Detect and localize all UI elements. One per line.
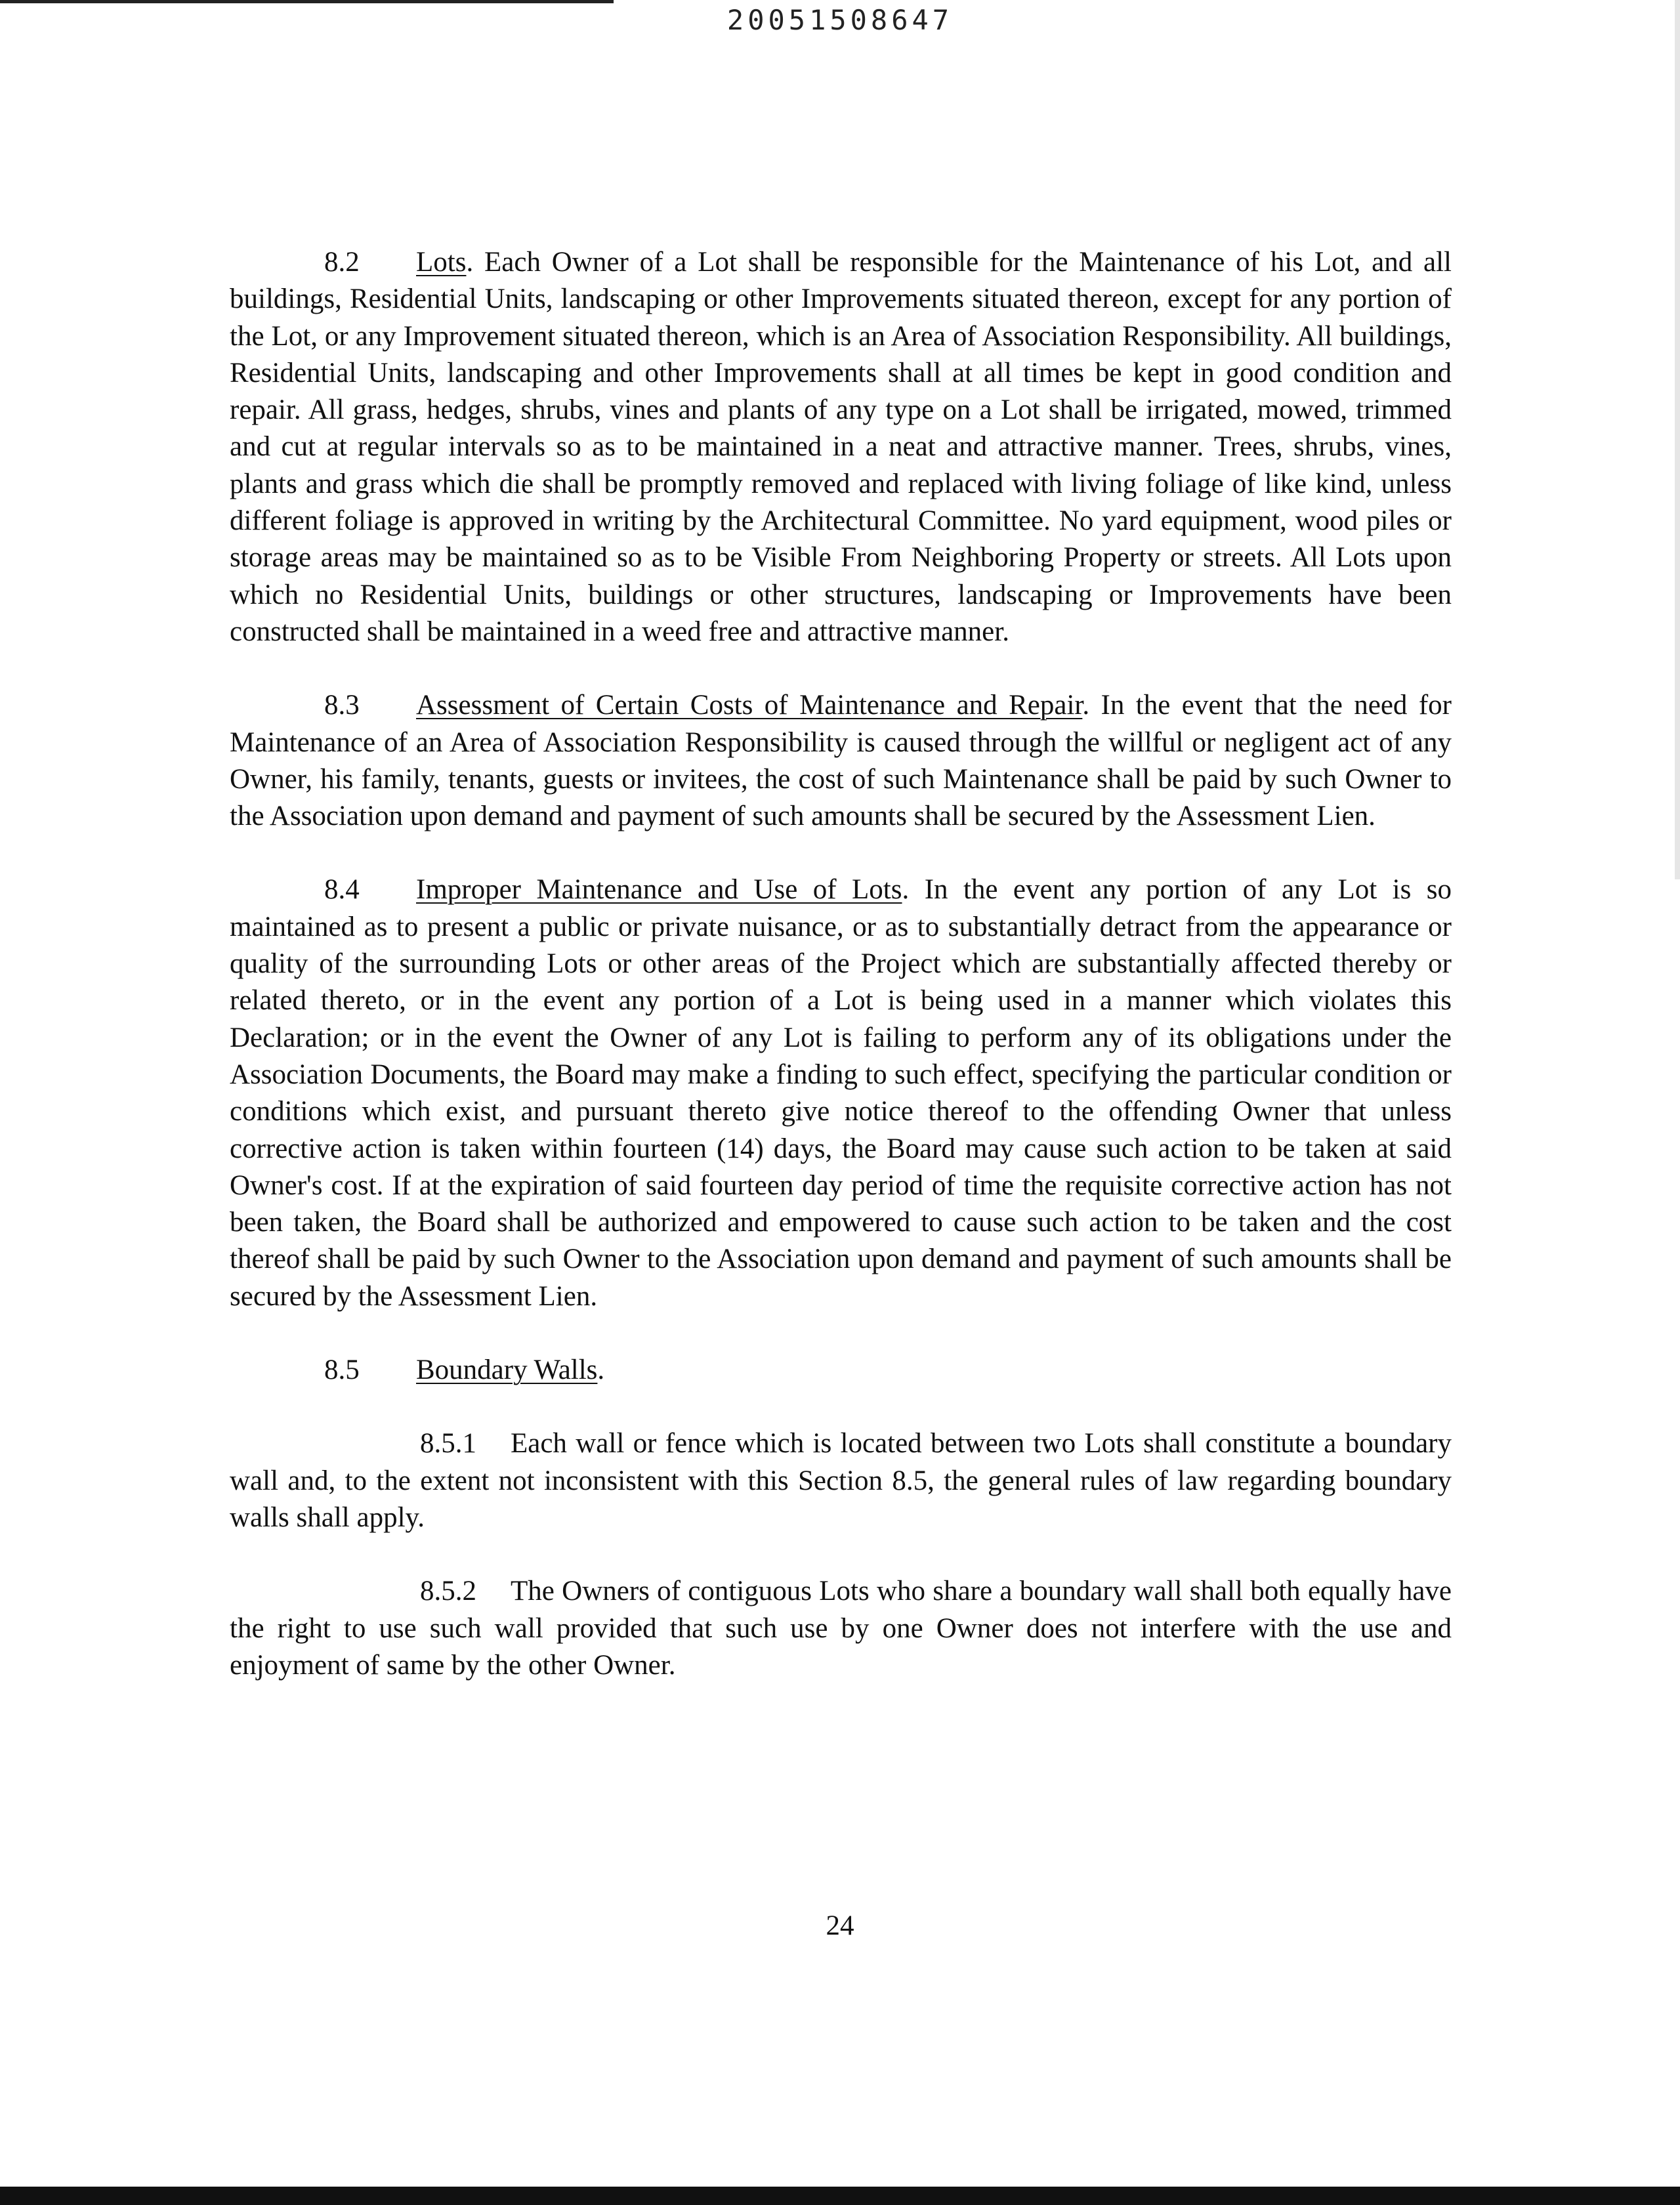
document-body (230, 244, 1452, 1721)
section-number: 8.3 (324, 690, 360, 721)
section-8-5 (230, 1352, 1452, 1389)
section-8-5-1 (230, 1425, 1452, 1536)
section-number: 8.4 (324, 874, 360, 906)
section-number: 8.5 (324, 1354, 360, 1386)
scan-right-edge (1675, 0, 1680, 879)
section-text: . In the event that the need for Maintenance of an Area of Association Responsibility is caused through the willful or negligent act of any Owner, his family, tenants, guests or invitees, the cost of such Maintenance shall be paid by such Owner to the Association upon demand and payment of such amounts shall be secured by the Assessment Lien. (230, 690, 1452, 832)
subsection-text: The Owners of contiguous Lots who share a boundary wall shall both equally have the right to use such wall provided that such use by one Owner does not interfere with the use and enjoyment of same by the other Owner. (230, 1576, 1452, 1681)
subsection-number: 8.5.2 (420, 1576, 476, 1607)
scan-top-rule (0, 0, 614, 3)
section-number: 8.2 (324, 247, 360, 278)
section-heading: Improper Maintenance and Use of Lots (416, 874, 902, 906)
section-8-5-2 (230, 1573, 1452, 1684)
section-heading: Boundary Walls (416, 1354, 598, 1386)
subsection-number: 8.5.1 (420, 1428, 476, 1460)
section-8-4 (230, 872, 1452, 1315)
document-number: 20051508647 (726, 4, 954, 36)
subsection-text: Each wall or fence which is located between two Lots shall constitute a boundary wall and, to the extent not inconsistent with this Section 8.5, the general rules of law regarding boundary walls shall apply. (230, 1428, 1452, 1533)
section-text: . Each Owner of a Lot shall be responsible for the Maintenance of his Lot, and all buildings, Residential Units, landscaping or other Improvements situated thereon, except for any portion of the Lot, or any Improvement situated thereon, which is an Area of Association Responsibility. All buildings, Residential Units, landscaping and other Improvements shall at all times be kept in good condition and repair. All grass, hedges, shrubs, vines and plants of any type on a Lot shall be irrigated, mowed, trimmed and cut at regular intervals so as to be maintained in a neat and attractive manner. Trees, shrubs, vines, plants and grass which die shall be promptly removed and replaced with living foliage of like kind, unless different foliage is approved in writing by the Architectural Committee. No yard equipment, wood piles or storage areas may be maintained so as to be Visible From Neighboring Property or streets. All Lots upon which no Residential Units, buildings or other structures, landscaping or Improvements have been constructed shall be maintained in a weed free and attractive manner. (230, 247, 1452, 647)
section-8-2 (230, 244, 1452, 650)
section-text: . In the event any portion of any Lot is so maintained as to present a public or private nuisance, or as to substantially detract from the appearance or quality of the surrounding Lots or other areas of the Project which are substantially affected thereby or related thereto, or in the event any portion of a Lot is being used in a manner which violates this Declaration; or in the event the Owner of any Lot is failing to perform any of its obligations under the Association Documents, the Board may make a finding to such effect, specifying the particular condition or conditions which exist, and pursuant thereto give notice thereof to the offending Owner that unless corrective action is taken within fourteen (14) days, the Board may cause such action to be taken at said Owner's cost. If at the expiration of said fourteen day period of time the requisite corrective action has not been taken, the Board shall be authorized and empowered to cause such action to be taken and the cost thereof shall be paid by such Owner to the Association upon demand and payment of such amounts shall be secured by the Assessment Lien. (230, 874, 1452, 1312)
page-number: 24 (826, 1910, 854, 1941)
section-heading: Lots (416, 247, 467, 278)
section-text: . (597, 1354, 605, 1386)
section-heading: Assessment of Certain Costs of Maintenance and Repair (416, 690, 1083, 721)
scan-bottom-band (0, 2187, 1680, 2205)
section-8-3 (230, 687, 1452, 835)
